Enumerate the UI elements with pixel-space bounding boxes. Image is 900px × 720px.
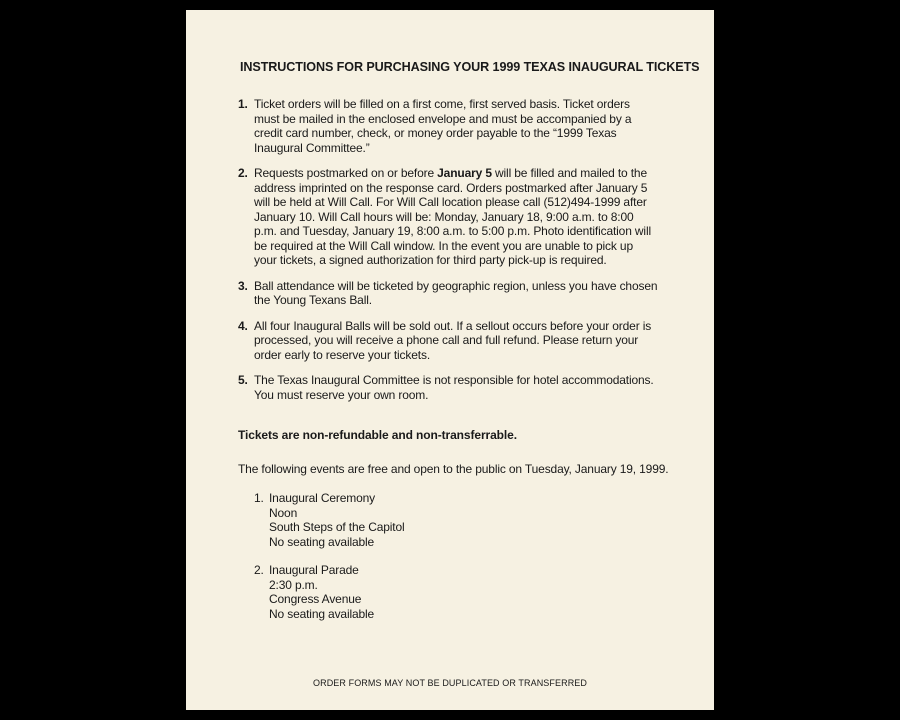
document-page bbox=[186, 10, 714, 710]
instruction-text: All four Inaugural Balls will be sold out. If a sellout occurs before your order is processed, you will receive a phone call and full refund. Please return your order early to reserve your tickets. bbox=[254, 318, 652, 362]
event-seating: No seating available bbox=[269, 606, 375, 621]
instructions-list bbox=[238, 97, 658, 413]
document-title: INSTRUCTIONS FOR PURCHASING YOUR 1999 TEXAS INAUGURAL TICKETS bbox=[240, 60, 700, 74]
event-time: Noon bbox=[269, 505, 298, 520]
instruction-text: Ticket orders will be filled on a first come, first served basis. Ticket orders must be mailed in the enclosed envelope and must be accompanied by a credit card number, check, or money order payable to the “1999 Texas Inaugural Committee.” bbox=[254, 97, 632, 155]
event-number: 2. bbox=[254, 563, 264, 577]
instruction-date-emphasis: January 5 bbox=[437, 166, 492, 180]
event-location: South Steps of the Capitol bbox=[269, 520, 405, 534]
instruction-text-part: will be filled and mailed to the address imprinted on the response card. Orders postmarked after January 5 will be held at Will Call. For Will Call location please call (512)494-1999 after January 10. Will Call hours will be: Monday, January 18, 9:00 a.m. to 8:00 p.m. and Tuesday, January 19, 8:00 a.m. to 5:00 p.m. Photo identification will be required at the Will Call window. In the event you are unable to pick up your tickets, a signed authorization for third party pick-up is required. bbox=[254, 166, 651, 267]
instruction-item-1 bbox=[238, 97, 658, 155]
instruction-number: 1. bbox=[238, 97, 248, 111]
events-intro: The following events are free and open to the public on Tuesday, January 19, 1999. bbox=[238, 462, 669, 476]
instruction-number: 5. bbox=[238, 373, 248, 387]
footer-notice: ORDER FORMS MAY NOT BE DUPLICATED OR TRANSFERRED bbox=[313, 678, 587, 688]
event-number: 1. bbox=[254, 491, 264, 505]
instruction-text-part: Requests postmarked on or before bbox=[254, 166, 438, 180]
event-name: Inaugural Ceremony bbox=[269, 491, 376, 505]
event-location: Congress Avenue bbox=[269, 592, 362, 606]
public-events-list bbox=[254, 491, 405, 635]
event-item-2 bbox=[254, 563, 405, 621]
instruction-item-5 bbox=[238, 373, 658, 402]
event-seating: No seating available bbox=[269, 534, 375, 549]
instruction-text bbox=[254, 166, 651, 267]
instruction-number: 4. bbox=[238, 318, 248, 333]
instruction-item-3 bbox=[238, 279, 658, 308]
instruction-item-2 bbox=[238, 166, 658, 268]
instruction-number: 2. bbox=[238, 166, 248, 180]
event-time: 2:30 p.m. bbox=[269, 577, 318, 592]
instruction-text: Ball attendance will be ticketed by geographic region, unless you have chosen the Young Texans Ball. bbox=[254, 278, 658, 307]
event-item-1 bbox=[254, 491, 405, 549]
instruction-item-4 bbox=[238, 319, 658, 363]
instruction-number: 3. bbox=[238, 278, 248, 293]
instruction-text: The Texas Inaugural Committee is not responsible for hotel accommodations. You must reserve your own room. bbox=[254, 373, 654, 402]
event-name: Inaugural Parade bbox=[269, 563, 359, 577]
non-refundable-notice: Tickets are non-refundable and non-transferrable. bbox=[238, 428, 517, 442]
